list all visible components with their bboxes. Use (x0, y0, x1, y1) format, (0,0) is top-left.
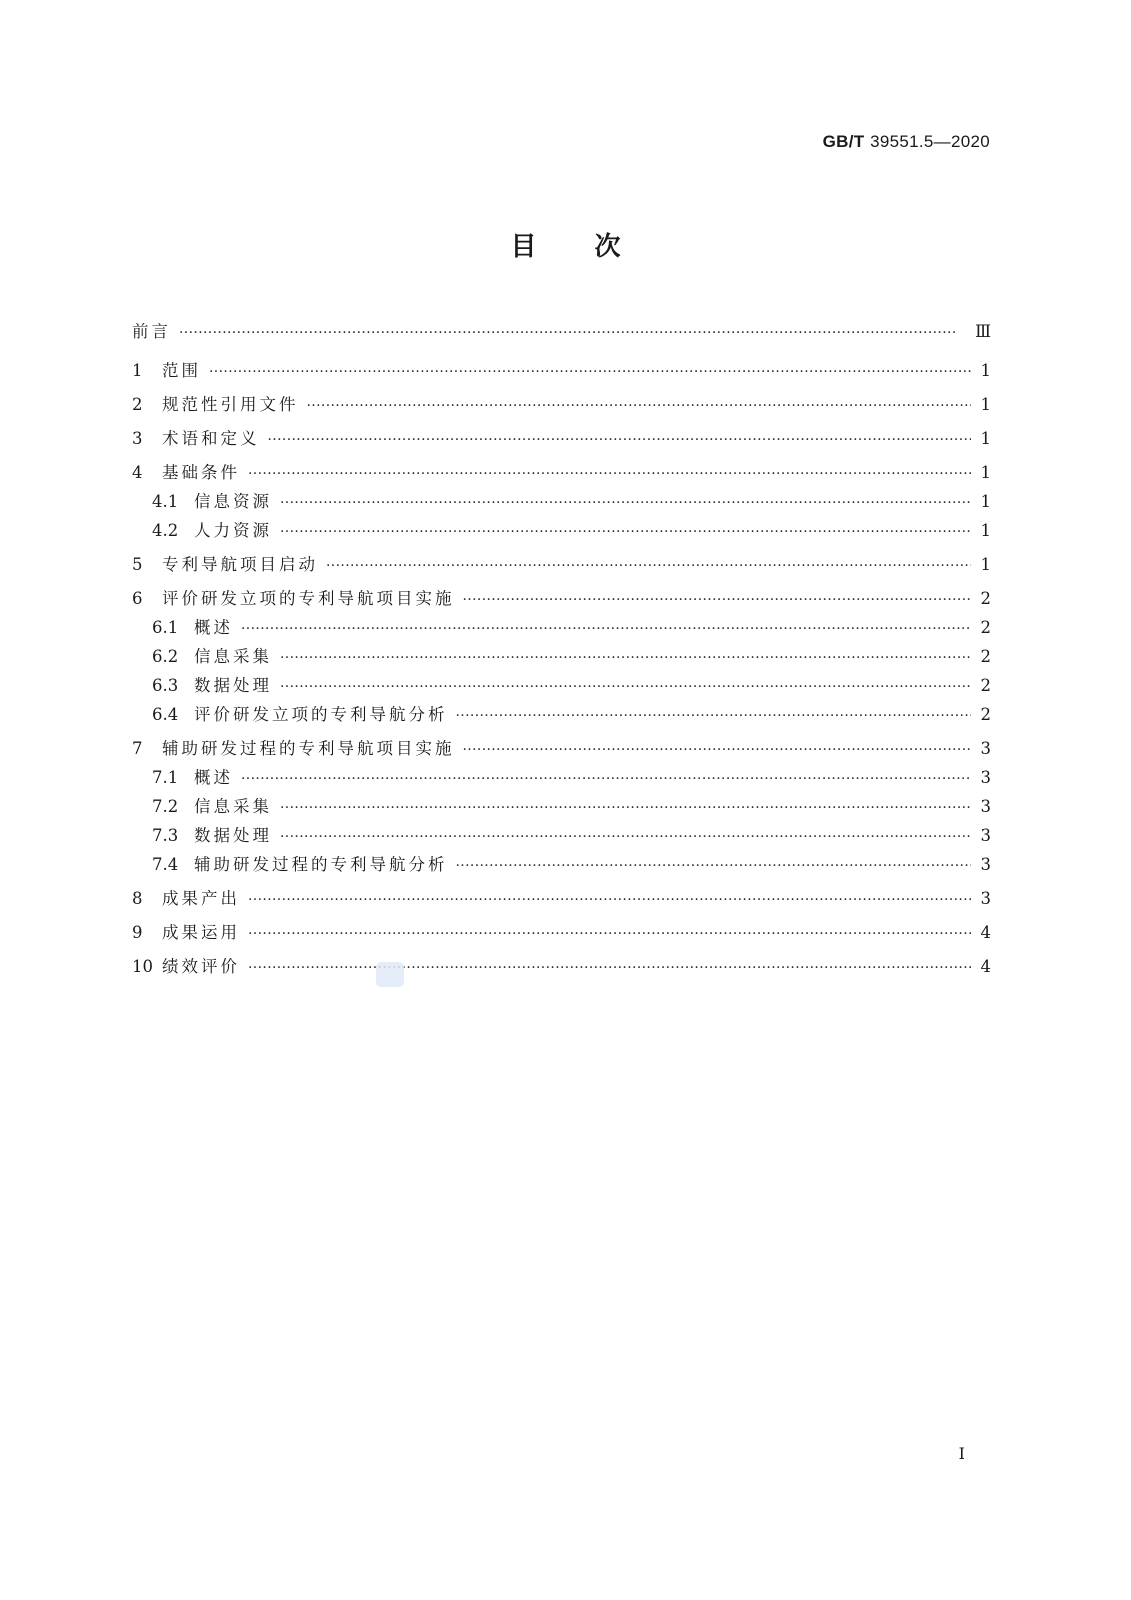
toc-dot-leader (307, 395, 972, 414)
toc-page-number: 4 (980, 923, 991, 942)
toc-section-title: 成果产出 (162, 889, 240, 908)
toc-section-number: 2 (132, 395, 143, 414)
toc-section-number: 9 (132, 923, 143, 942)
toc-entry[interactable] (132, 730, 991, 764)
toc-page-number: 1 (980, 395, 991, 414)
toc-entry[interactable] (132, 420, 991, 454)
toc-section-number: 7 (132, 739, 143, 758)
toc-dot-leader (280, 826, 971, 845)
toc-page-number: 3 (980, 889, 991, 908)
toc-page-number: 1 (980, 361, 991, 380)
toc-entry[interactable] (132, 914, 991, 948)
toc-dot-leader (248, 889, 971, 908)
toc-section-number: 8 (132, 889, 143, 908)
toc-dot-leader (248, 957, 971, 976)
toc-section-title: 评价研发立项的专利导航项目实施 (162, 589, 455, 608)
toc-dot-leader (280, 647, 971, 666)
toc-entry[interactable] (132, 880, 991, 914)
toc-section-title: 人力资源 (194, 521, 272, 540)
toc-entry[interactable] (132, 352, 991, 386)
toc-section-number: 3 (132, 429, 143, 448)
toc-entry[interactable] (132, 851, 991, 880)
toc-section-title: 信息资源 (194, 492, 272, 511)
toc-page-number: 1 (980, 492, 991, 511)
toc-dot-leader (280, 492, 971, 511)
toc-dot-leader (280, 797, 971, 816)
toc-page-number: 4 (980, 957, 991, 976)
toc-section-title: 概述 (194, 618, 233, 637)
toc-page-number: 3 (980, 797, 991, 816)
toc-section-number: 6.1 (152, 618, 179, 637)
watermark-logo (376, 962, 404, 987)
toc-section-title: 专利导航项目启动 (162, 555, 318, 574)
page-number: I (958, 1444, 965, 1463)
toc-section-title: 评价研发立项的专利导航分析 (194, 705, 448, 724)
toc-section-number: 6.2 (152, 647, 179, 666)
toc-dot-leader (179, 322, 969, 341)
toc-section-number: 5 (132, 555, 143, 574)
toc-dot-leader (280, 521, 971, 540)
toc-dot-leader (456, 855, 972, 874)
toc-entry[interactable] (132, 764, 991, 793)
toc-dot-leader (248, 923, 971, 942)
toc-entry[interactable] (132, 546, 991, 580)
toc-entry[interactable] (132, 454, 991, 488)
toc-page-number: 2 (980, 705, 991, 724)
toc-section-title: 信息采集 (194, 797, 272, 816)
toc-dot-leader (241, 768, 971, 787)
toc-section-number: 4 (132, 463, 143, 482)
standard-number: 39551.5—2020 (870, 132, 990, 151)
toc-dot-leader (248, 463, 971, 482)
toc-dot-leader (326, 555, 971, 574)
toc-section-number: 7.1 (152, 768, 179, 787)
toc-section-title: 术语和定义 (162, 429, 260, 448)
toc-section-title: 辅助研发过程的专利导航项目实施 (162, 739, 455, 758)
toc-section-title: 成果运用 (162, 923, 240, 942)
toc-page-number: 1 (980, 463, 991, 482)
toc-section-title: 概述 (194, 768, 233, 787)
toc-dot-leader (463, 589, 972, 608)
toc-page-number: 2 (980, 647, 991, 666)
toc-dot-leader (209, 361, 971, 380)
toc-section-number: 7.4 (152, 855, 179, 874)
toc-dot-leader (280, 676, 971, 695)
toc-section-number: 4.2 (152, 521, 179, 540)
toc-page-number: 1 (980, 429, 991, 448)
toc-dot-leader (456, 705, 972, 724)
toc-page-number: 3 (980, 855, 991, 874)
toc-section-title: 绩效评价 (162, 957, 240, 976)
toc-entry[interactable] (132, 948, 991, 982)
toc-section-title: 数据处理 (194, 676, 272, 695)
toc-section-number: 7.3 (152, 826, 179, 845)
toc-page-number: 2 (980, 618, 991, 637)
standard-code (823, 132, 990, 152)
toc-page-number: Ⅲ (975, 322, 991, 341)
toc-section-number: 1 (132, 361, 143, 380)
toc-section-number: 7.2 (152, 797, 179, 816)
toc-entry[interactable] (132, 701, 991, 730)
toc-dot-leader (268, 429, 972, 448)
page-title: 目次 (510, 232, 679, 262)
toc-section-title: 辅助研发过程的专利导航分析 (194, 855, 448, 874)
toc-entry[interactable] (132, 643, 991, 672)
toc-section-number: 6.3 (152, 676, 179, 695)
toc-entry[interactable] (132, 672, 991, 701)
toc-section-number: 4.1 (152, 492, 179, 511)
toc-page-number: 2 (980, 589, 991, 608)
toc-page-number: 3 (980, 826, 991, 845)
toc-section-title: 规范性引用文件 (162, 395, 299, 414)
toc-dot-leader (463, 739, 972, 758)
toc-section-title: 范围 (162, 361, 201, 380)
toc-entry[interactable] (132, 517, 991, 546)
toc-section-title: 数据处理 (194, 826, 272, 845)
toc-entry[interactable] (132, 614, 991, 643)
toc-entry[interactable] (132, 822, 991, 851)
toc-entry[interactable] (132, 318, 991, 352)
standard-prefix: GB/T (822, 132, 865, 151)
toc-page-number: 2 (980, 676, 991, 695)
toc-section-number: 6.4 (152, 705, 179, 724)
toc-page-number: 1 (980, 521, 991, 540)
toc-entry[interactable] (132, 580, 991, 614)
toc-entry[interactable] (132, 488, 991, 517)
toc-section-title: 基础条件 (162, 463, 240, 482)
toc-dot-leader (241, 618, 971, 637)
toc-section-title: 信息采集 (194, 647, 272, 666)
toc-entry[interactable] (132, 386, 991, 420)
toc-section-number: 10 (132, 957, 153, 976)
toc-page-number: 1 (980, 555, 991, 574)
toc-entry[interactable] (132, 793, 991, 822)
toc-page-number: 3 (980, 739, 991, 758)
toc-section-number: 6 (132, 589, 143, 608)
toc-page-number: 3 (980, 768, 991, 787)
toc-section-title: 前言 (132, 322, 171, 341)
table-of-contents (132, 318, 991, 982)
